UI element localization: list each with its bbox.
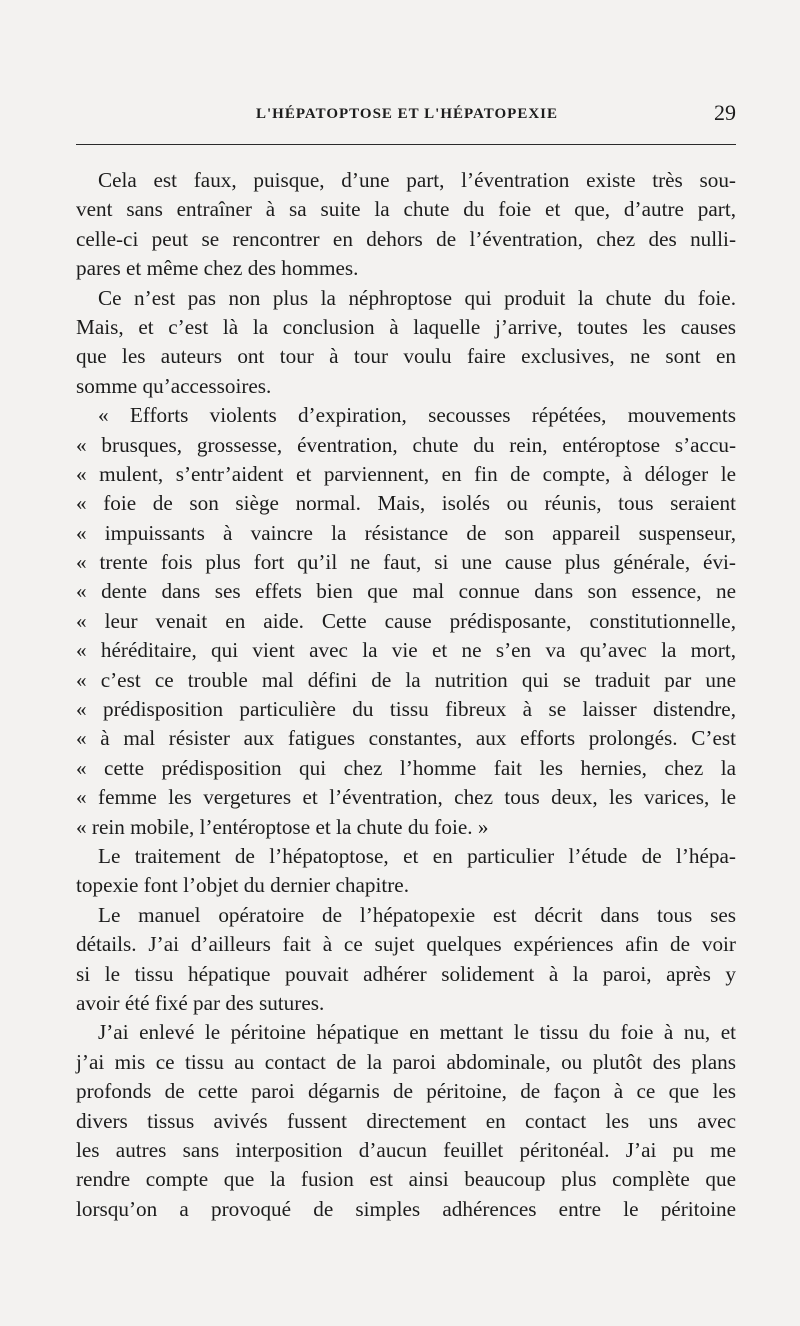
text-line: pares et même chez des hommes. <box>76 256 359 281</box>
text-line: « dente dans ses effets bien que mal connue dans son essence, ne <box>76 579 736 604</box>
text-line: que les auteurs ont tour à tour voulu faire exclusives, ne sont en <box>76 344 736 369</box>
page-number: 29 <box>714 100 736 125</box>
text-line: profonds de cette paroi dégarnis de péritoine, de façon à ce que les <box>76 1079 736 1104</box>
text-line: Le manuel opératoire de l’hépatopexie est décrit dans tous ses <box>98 902 736 927</box>
text-line: « c’est ce trouble mal défini de la nutrition qui se traduit par une <box>76 667 736 692</box>
text-line: « rein mobile, l’entéroptose et la chute du foie. » <box>76 814 489 839</box>
text-line: rendre compte que la fusion est ainsi beaucoup plus complète que <box>76 1167 736 1192</box>
body-text <box>76 166 736 1224</box>
running-title: L'HÉPATOPTOSE ET L'HÉPATOPEXIE <box>255 106 559 122</box>
text-line: « femme les vergetures et l’éventration, chez tous deux, les varices, le <box>76 785 736 810</box>
text-line: Le traitement de l’hépatoptose, et en particulier l’étude de l’hépa- <box>98 843 736 868</box>
text-line: vent sans entraîner à sa suite la chute du foie et que, d’autre part, <box>76 197 736 222</box>
header-rule <box>76 144 736 145</box>
text-line: « foie de son siège normal. Mais, isolés ou réunis, tous seraient <box>76 491 736 516</box>
text-line: J’ai enlevé le péritoine hépatique en mettant le tissu du foie à nu, et <box>98 1020 736 1045</box>
text-line: celle-ci peut se rencontrer en dehors de l’éventration, chez des nulli- <box>76 226 736 251</box>
text-line: « leur venait en aide. Cette cause prédisposante, constitutionnelle, <box>76 608 736 633</box>
text-line: Cela est faux, puisque, d’une part, l’éventration existe très sou- <box>98 168 736 192</box>
text-line: « prédisposition particulière du tissu fibreux à se laisser distendre, <box>76 697 736 722</box>
page-header <box>76 100 738 130</box>
text-line: « cette prédisposition qui chez l’homme fait les hernies, chez la <box>76 755 736 780</box>
text-line: avoir été fixé par des sutures. <box>76 990 325 1015</box>
text-line: topexie font l’objet du dernier chapitre. <box>76 873 409 898</box>
text-line: j’ai mis ce tissu au contact de la paroi abdominale, ou plutôt des plans <box>76 1049 736 1074</box>
text-line: Ce n’est pas non plus la néphroptose qui produit la chute du foie. <box>98 285 736 310</box>
text-line: les autres sans interposition d’aucun feuillet péritonéal. J’ai pu me <box>76 1137 736 1162</box>
text-line: « trente fois plus fort qu’il ne faut, si une cause plus générale, évi- <box>76 550 736 575</box>
text-line: « Efforts violents d’expiration, secousses répétées, mouvements <box>98 403 736 428</box>
text-line: « mulent, s’entr’aident et parviennent, en fin de compte, à déloger le <box>76 461 736 486</box>
text-line: « héréditaire, qui vient avec la vie et ne s’en va qu’avec la mort, <box>76 638 736 663</box>
text-line: « impuissants à vaincre la résistance de son appareil suspenseur, <box>76 520 736 545</box>
text-line: « brusques, grossesse, éventration, chute du rein, entéroptose s’accu- <box>76 432 736 457</box>
text-line: lorsqu’on a provoqué de simples adhérences entre le péritoine <box>76 1196 736 1221</box>
text-line: détails. J’ai d’ailleurs fait à ce sujet quelques expériences afin de voir <box>76 932 736 957</box>
text-line: « à mal résister aux fatigues constantes, aux efforts prolongés. C’est <box>76 726 736 751</box>
text-line: somme qu’accessoires. <box>76 373 272 398</box>
text-line: divers tissus avivés fussent directement en contact les uns avec <box>76 1108 736 1133</box>
text-line: Mais, et c’est là la conclusion à laquelle j’arrive, toutes les causes <box>76 314 736 339</box>
text-line: si le tissu hépatique pouvait adhérer solidement à la paroi, après y <box>76 961 736 986</box>
